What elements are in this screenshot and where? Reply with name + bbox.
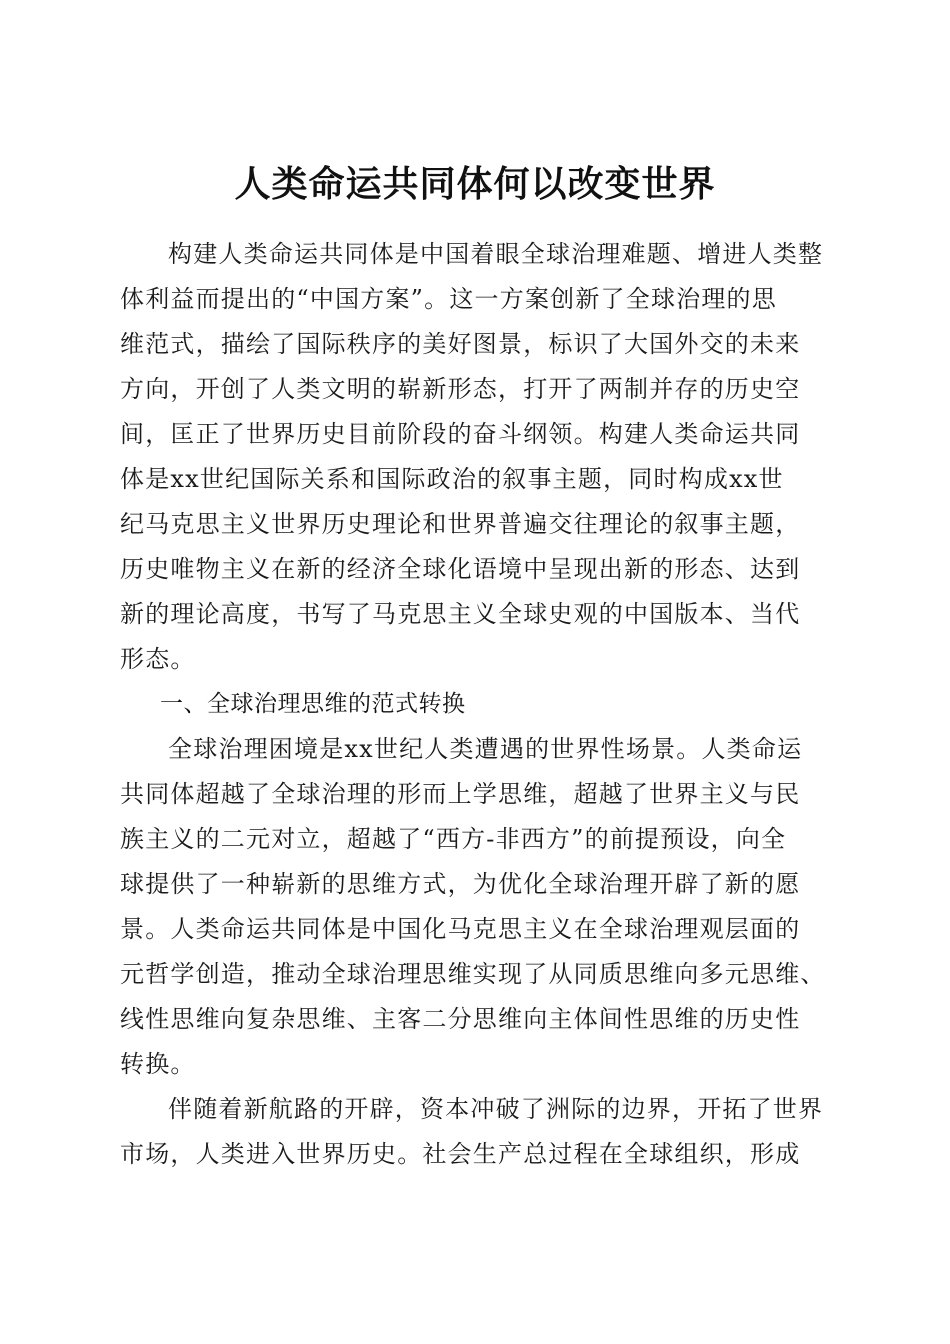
text-line: 体利益而提出的“中国方案”。这一方案创新了全球治理的思 xyxy=(120,285,777,313)
text-line: 新的理论高度，书写了马克思主义全球史观的中国版本、当代 xyxy=(120,600,801,628)
text-line: 元哲学创造，推动全球治理思维实现了从同质思维向多元思维、 xyxy=(120,960,826,988)
text-line: 共同体超越了全球治理的形而上学思维，超越了世界主义与民 xyxy=(120,780,801,808)
text-line: 市场，人类进入世界历史。社会生产总过程在全球组织，形成 xyxy=(120,1140,801,1168)
text-line: 球提供了一种崭新的思维方式，为优化全球治理开辟了新的愿 xyxy=(120,870,801,898)
document-body xyxy=(120,232,832,1177)
intro-paragraph xyxy=(120,232,832,682)
text-line: 维范式，描绘了国际秩序的美好图景，标识了大国外交的未来 xyxy=(120,330,801,358)
text-line: 线性思维向复杂思维、主客二分思维向主体间性思维的历史性 xyxy=(120,1005,801,1033)
section1-paragraph-1 xyxy=(120,727,832,1087)
text-line: 转换。 xyxy=(120,1050,196,1078)
text-line: 伴随着新航路的开辟，资本冲破了洲际的边界，开拓了世界 xyxy=(168,1095,824,1123)
text-line: 间，匡正了世界历史目前阶段的奋斗纲领。构建人类命运共同 xyxy=(120,420,801,448)
section-heading: 一、全球治理思维的范式转换 xyxy=(160,691,466,717)
text-line: 形态。 xyxy=(120,645,196,673)
text-line: 体是xx世纪国际关系和国际政治的叙事主题，同时构成xx世 xyxy=(120,465,784,493)
text-line: 全球治理困境是xx世纪人类遭遇的世界性场景。人类命运 xyxy=(168,735,803,763)
text-line: 景。人类命运共同体是中国化马克思主义在全球治理观层面的 xyxy=(120,915,801,943)
text-line: 族主义的二元对立，超越了“西方-非西方”的前提预设，向全 xyxy=(120,825,787,853)
section1-paragraph-2 xyxy=(120,1087,832,1177)
text-line: 方向，开创了人类文明的崭新形态，打开了两制并存的历史空 xyxy=(120,375,801,403)
text-line: 历史唯物主义在新的经济全球化语境中呈现出新的形态、达到 xyxy=(120,555,801,583)
document-title: 人类命运共同体何以改变世界 xyxy=(234,163,716,206)
text-line: 构建人类命运共同体是中国着眼全球治理难题、增进人类整 xyxy=(168,240,824,268)
text-line: 纪马克思主义世界历史理论和世界普遍交往理论的叙事主题， xyxy=(120,510,801,538)
